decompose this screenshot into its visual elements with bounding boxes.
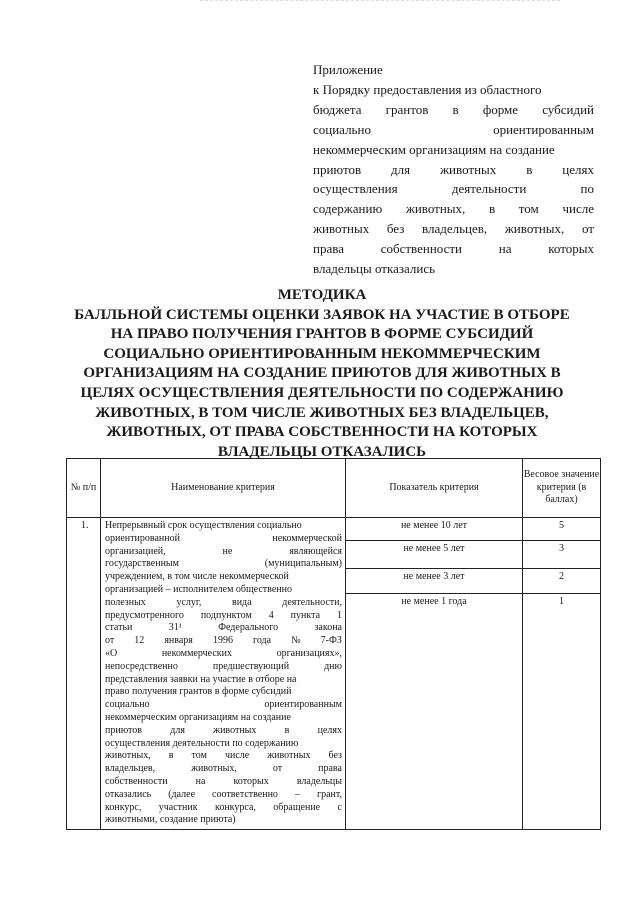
criterion-name	[101, 518, 346, 830]
indicator-cell: не менее 1 года	[346, 594, 523, 830]
criterion-line: Непрерывный срок осуществления социально	[105, 520, 302, 531]
criterion-line: ориентированной некоммерческой	[105, 532, 342, 544]
appendix-line: Приложение	[313, 62, 383, 77]
title-line: БАЛЛЬНОЙ СИСТЕМЫ ОЦЕНКИ ЗАЯВОК НА УЧАСТИЕ В ОТБОРЕ	[74, 306, 570, 323]
appendix-line: осуществления деятельности по	[313, 181, 594, 197]
appendix-line: приютов для животных в целях	[313, 161, 594, 177]
indicator-cell: не менее 10 лет	[346, 518, 523, 541]
appendix-line: некоммерческим организациям на создание	[313, 141, 555, 157]
appendix-line: права собственности на которых	[313, 241, 594, 257]
header-num: № п/п	[67, 459, 101, 518]
title-line: ЖИВОТНЫХ, ОТ ПРАВА СОБСТВЕННОСТИ НА КОТОРЫХ	[106, 424, 538, 441]
appendix-line: бюджета грантов в форме субсидий	[313, 101, 594, 117]
appendix-line: животных без владельцев, животных, от	[313, 221, 594, 237]
header-weight: Весовое значение критерия (в баллах)	[523, 459, 601, 518]
criteria-table	[66, 458, 601, 830]
criterion-line: полезных услуг, вида деятельности,	[105, 596, 342, 608]
criterion-line: непосредственно предшествующий дню	[105, 660, 342, 672]
appendix-line: к Порядку предоставления из областного	[313, 81, 542, 97]
criterion-line: животных, в том числе животных без	[105, 750, 342, 762]
criterion-line: приютов для животных в целях	[105, 724, 342, 736]
criterion-line: от 12 января 1996 года № 7-ФЗ	[105, 635, 342, 647]
document-title	[40, 286, 604, 462]
appendix-line: социально ориентированным	[313, 121, 594, 137]
title-line: ВЛАДЕЛЬЦЫ ОТКАЗАЛИСЬ	[217, 443, 427, 460]
title-line: МЕТОДИКА	[277, 287, 367, 303]
header-indicator: Показатель критерия	[346, 459, 523, 518]
criterion-line: «О некоммерческих организациях»,	[105, 647, 342, 659]
score-cell: 5	[523, 518, 601, 541]
title-line: ЖИВОТНЫХ, В ТОМ ЧИСЛЕ ЖИВОТНЫХ БЕЗ ВЛАДЕЛЬЦЕВ,	[95, 404, 549, 421]
criterion-line: владельцев, животных, от права	[105, 763, 342, 775]
header-name: Наименование критерия	[101, 459, 346, 518]
criterion-line: представления заявки на участие в отборе на	[105, 673, 297, 685]
scan-edge-mark	[200, 0, 560, 4]
criterion-line: организацией, не являющейся	[105, 545, 342, 557]
title-line: ОРГАНИЗАЦИЯМ НА СОЗДАНИЕ ПРИЮТОВ ДЛЯ ЖИВОТНЫХ В	[83, 365, 561, 382]
row-number: 1.	[67, 518, 101, 830]
criterion-line: учреждением, в том числе некоммерческой	[105, 571, 289, 583]
table-row	[67, 518, 601, 541]
title-line: НА ПРАВО ПОЛУЧЕНИЯ ГРАНТОВ В ФОРМЕ СУБСИДИЙ	[110, 326, 534, 343]
score-cell: 2	[523, 569, 601, 594]
score-cell: 1	[523, 594, 601, 830]
criterion-line: собственности на которых владельцы	[105, 775, 342, 787]
criterion-line: государственным (муниципальным)	[105, 558, 342, 570]
title-line: ЦЕЛЯХ ОСУЩЕСТВЛЕНИЯ ДЕЯТЕЛЬНОСТИ ПО СОДЕРЖАНИЮ	[80, 384, 564, 401]
criterion-line: право получения грантов в форме субсидий	[105, 686, 292, 698]
title-line: СОЦИАЛЬНО ОРИЕНТИРОВАННЫМ НЕКОММЕРЧЕСКИМ	[103, 345, 541, 362]
criterion-line: конкурс, участник конкурса, обращение с	[105, 801, 342, 813]
criterion-line: осуществления деятельности по содержанию	[105, 737, 299, 749]
appendix-line: содержанию животных, в том числе	[313, 201, 594, 217]
criterion-line: организацией – исполнителем общественно	[105, 583, 292, 595]
criterion-line: статьи 31¹ Федерального закона	[105, 622, 342, 634]
criterion-line: отказались (далее соответственно – грант,	[105, 788, 342, 800]
criterion-line: социально ориентированным	[105, 699, 342, 711]
indicator-cell: не менее 5 лет	[346, 541, 523, 569]
criterion-line: животными, создание приюта)	[105, 814, 236, 826]
table-header-row	[67, 459, 601, 518]
criterion-line: некоммерческим организациям на создание	[105, 711, 291, 723]
indicator-cell: не менее 3 лет	[346, 569, 523, 594]
appendix-block	[313, 60, 594, 279]
criterion-line: предусмотренного подпунктом 4 пункта 1	[105, 609, 342, 621]
appendix-line: владельцы отказались	[313, 261, 436, 277]
score-cell: 3	[523, 541, 601, 569]
